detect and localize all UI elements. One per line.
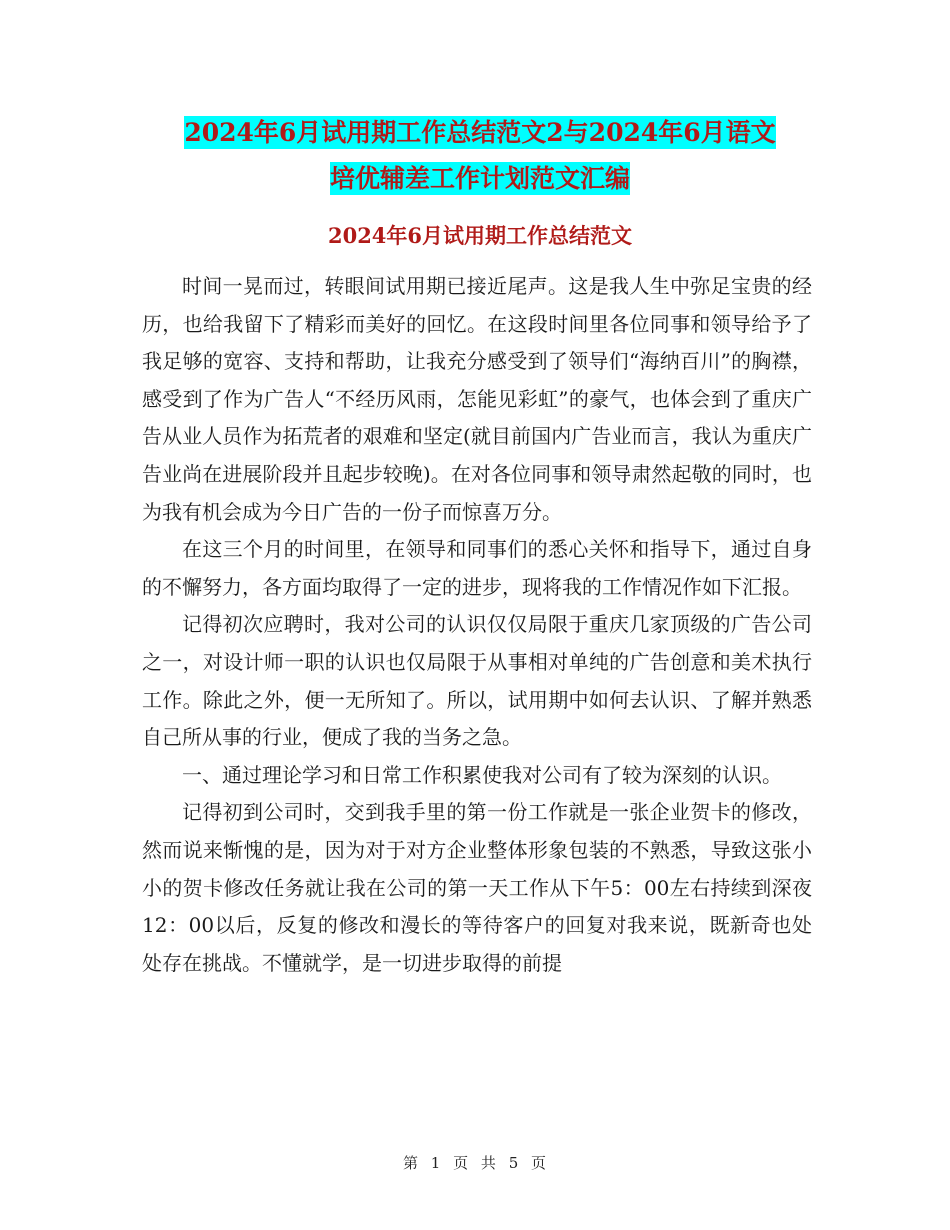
current-page-number: 1 <box>430 1154 442 1172</box>
page-label-suffix: 页 <box>531 1154 548 1172</box>
page-footer <box>0 1152 950 1173</box>
total-pages-number: 5 <box>508 1154 520 1172</box>
document-title <box>140 110 820 202</box>
document-title-line1: 2024年6月试用期工作总结范文2与2024年6月语文 <box>184 118 776 147</box>
section-title: 2024年6月试用期工作总结范文 <box>327 223 633 248</box>
paragraph: 一、通过理论学习和日常工作积累使我对公司有了较为深刻的认识。 <box>182 762 782 787</box>
document-title-line2: 培优辅差工作计划范文汇编 <box>329 164 630 193</box>
page-label-prefix: 第 <box>402 1154 419 1172</box>
document-body <box>142 268 812 982</box>
paragraph: 时间一晃而过，转眼间试用期已接近尾声。这是我人生中弥足宝贵的经历，也给我留下了精彩而美好的回忆。在这段时间里各位同事和领导给予了我足够的宽容、支持和帮助，让我充分感受到了领导们“海纳百川”的胸襟，感受到了作为广告人“不经历风雨，怎能见彩虹”的豪气，也体会到了重庆广告从业人员作为拓荒者的艰难和坚定(就目前国内广告业而言，我认为重庆广告业尚在进展阶段并且起步较晚)。在对各位同事和领导肃然起敬的同时，也为我有机会成为今日广告的一份子而惊喜万分。 <box>142 274 812 524</box>
paragraph: 记得初到公司时，交到我手里的第一份工作就是一张企业贺卡的修改，然而说来惭愧的是，因为对于对方企业整体形象包装的不熟悉，导致这张小小的贺卡修改任务就让我在公司的第一天工作从下午5：00左右持续到深夜12：00以后，反复的修改和漫长的等待客户的回复对我来说，既新奇也处处存在挑战。不懂就学，是一切进步取得的前提 <box>142 800 812 975</box>
paragraph: 在这三个月的时间里，在领导和同事们的悉心关怀和指导下，通过自身的不懈努力，各方面均取得了一定的进步，现将我的工作情况作如下汇报。 <box>142 537 812 599</box>
paragraph: 记得初次应聘时，我对公司的认识仅仅局限于重庆几家顶级的广告公司之一，对设计师一职的认识也仅局限于从事相对单纯的广告创意和美术执行工作。除此之外，便一无所知了。所以，试用期中如何去认识、了解并熟悉自己所从事的行业，便成了我的当务之急。 <box>142 612 812 750</box>
total-label: 共 <box>480 1154 497 1172</box>
page-label-mid: 页 <box>453 1154 470 1172</box>
